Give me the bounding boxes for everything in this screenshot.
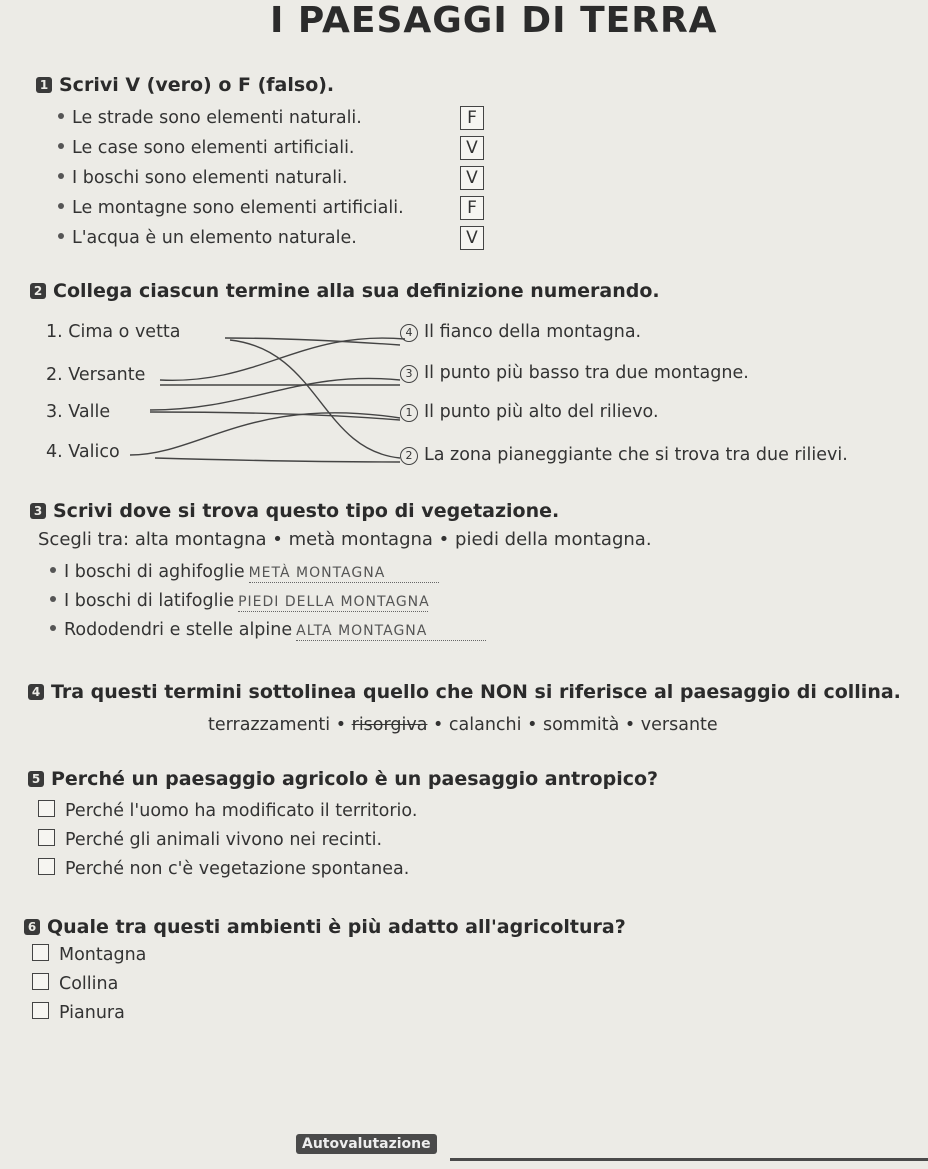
page-title: I PAESAGGI DI TERRA [270,0,718,41]
q3-prompt: Scrivi dove si trova questo tipo di vegetazione. [53,500,560,522]
footer-rule [450,1158,928,1161]
q3-item: Rododendri e stelle alpine ALTA MONTAGNA [50,620,486,641]
q5-option[interactable]: Perché l'uomo ha modificato il territorio. [38,800,417,821]
q2-term: 3. Valle [46,402,111,422]
q2-prompt: Collega ciascun termine alla sua definizione numerando. [53,280,660,302]
self-assessment-badge: Autovalutazione [296,1134,437,1154]
checkbox[interactable] [38,829,55,846]
q1-item: L'acqua è un elemento naturale. [58,228,357,248]
q5-number: 5 [28,771,44,787]
q5-prompt: Perché un paesaggio agricolo è un paesaggio antropico? [51,768,659,790]
q4-term[interactable]: terrazzamenti [208,715,331,735]
q1-item: Le case sono elementi artificiali. [58,138,355,158]
q2-term: 1. Cima o vetta [46,322,181,342]
q4-term[interactable]: sommità [542,715,620,735]
answer-box[interactable]: V [460,166,484,190]
q1-prompt: Scrivi V (vero) o F (falso). [59,74,335,96]
q3-choices: Scegli tra: alta montagna • metà montagna • piedi della montagna. [38,529,652,550]
handwritten-answer: ALTA MONTAGNA [296,623,428,639]
q3-number: 3 [30,503,46,519]
q1-item: Le strade sono elementi naturali. [58,108,362,128]
q5-heading [28,768,658,790]
q6-option[interactable]: Collina [32,973,118,994]
q5-option[interactable]: Perché gli animali vivono nei recinti. [38,829,382,850]
q4-terms: terrazzamenti • risorgiva • calanchi • sommità • versante [208,715,718,735]
q1-number: 1 [36,77,52,93]
answer-box[interactable]: V [460,136,484,160]
q6-option[interactable]: Montagna [32,944,146,965]
handwritten-answer: METÀ MONTAGNA [248,565,386,581]
answer-box[interactable]: F [460,106,484,130]
q6-option[interactable]: Pianura [32,1002,125,1023]
checkbox[interactable] [38,858,55,875]
checkbox[interactable] [32,973,49,990]
q2-definition: 2 La zona pianeggiante che si trova tra due rilievi. [400,445,848,465]
q2-term: 2. Versante [46,365,146,385]
q4-heading [28,681,901,703]
answer-box[interactable]: F [460,196,484,220]
q4-term[interactable]: calanchi [448,715,522,735]
checkbox[interactable] [32,1002,49,1019]
q3-heading [30,500,559,522]
q2-number: 2 [30,283,46,299]
checkbox[interactable] [32,944,49,961]
q6-heading [24,916,626,938]
q6-prompt: Quale tra questi ambienti è più adatto all'agricoltura? [47,916,626,938]
checkbox[interactable] [38,800,55,817]
q2-definition: 1 Il punto più alto del rilievo. [400,402,659,422]
q1-item: Le montagne sono elementi artificiali. [58,198,404,218]
q1-item: I boschi sono elementi naturali. [58,168,348,188]
q3-item: I boschi di latifoglie PIEDI DELLA MONTAGNA [50,591,428,612]
q2-definition: 4 Il fianco della montagna. [400,322,641,342]
q3-item: I boschi di aghifoglie METÀ MONTAGNA [50,562,439,583]
handwritten-answer: PIEDI DELLA MONTAGNA [238,594,430,610]
q2-term: 4. Valico [46,442,120,462]
q4-number: 4 [28,684,44,700]
q4-term[interactable]: versante [640,715,718,735]
q5-option[interactable]: Perché non c'è vegetazione spontanea. [38,858,409,879]
q2-definition: 3 Il punto più basso tra due montagne. [400,363,749,383]
answer-box[interactable]: V [460,226,484,250]
q6-number: 6 [24,919,40,935]
q4-prompt: Tra questi termini sottolinea quello che NON si riferisce al paesaggio di collina. [51,681,901,703]
q4-term[interactable]: risorgiva [351,715,428,735]
